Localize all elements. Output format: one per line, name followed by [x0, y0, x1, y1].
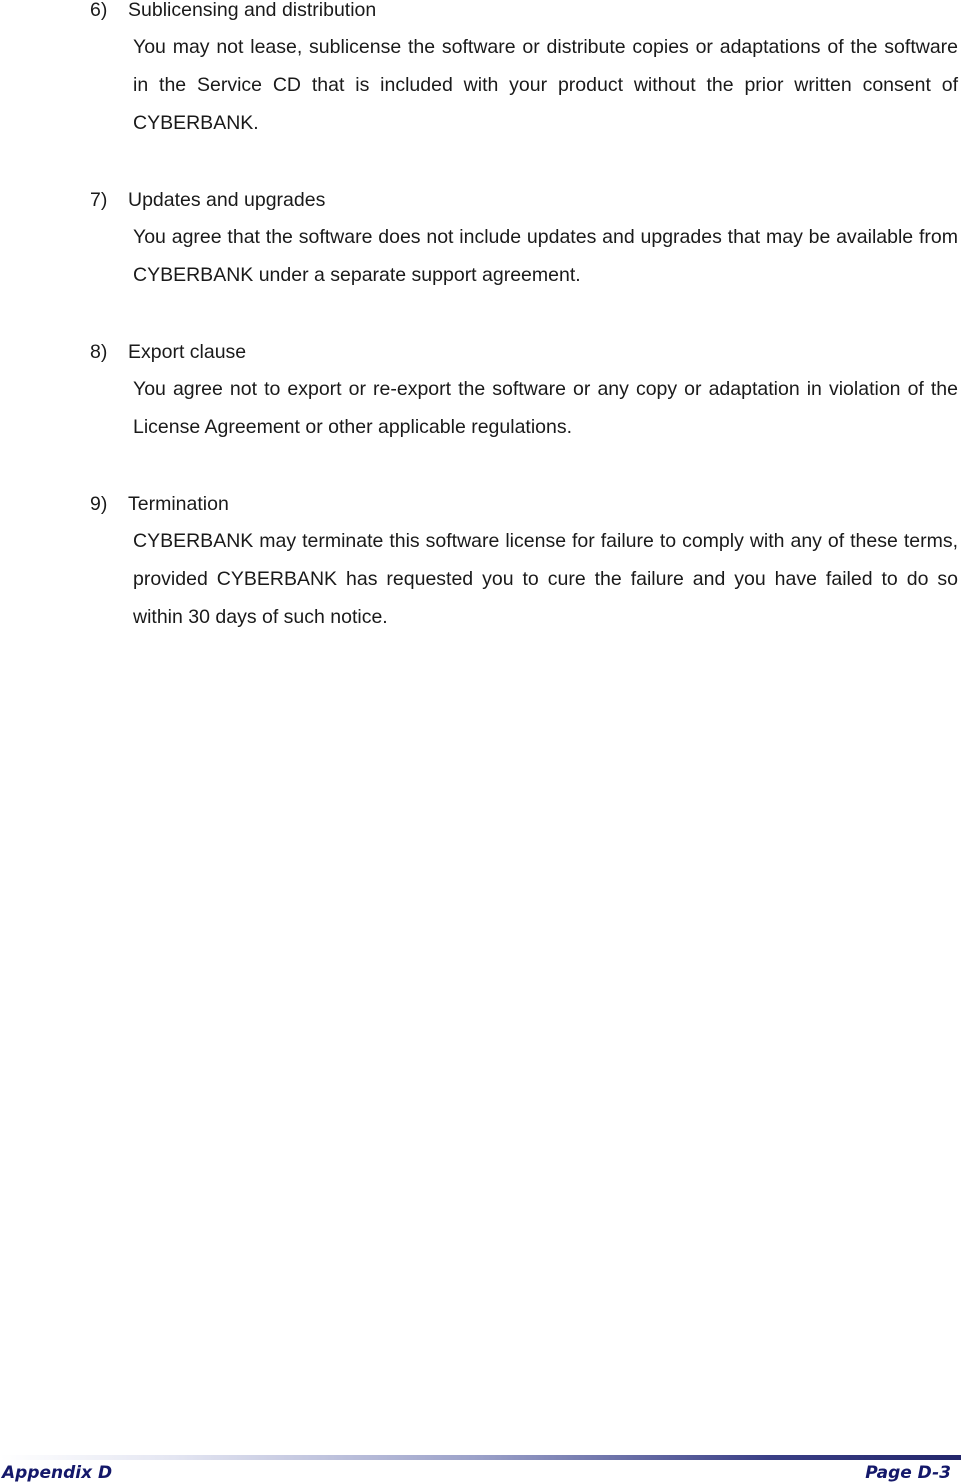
- section-heading: [90, 0, 376, 20]
- section-title: Updates and upgrades: [128, 189, 326, 211]
- section-title: Sublicensing and distribution: [128, 0, 377, 21]
- footer-page-number: Page D-3: [865, 1463, 951, 1483]
- section-number: 7): [90, 189, 108, 211]
- section-body: You agree that the software does not include updates and upgrades that may be available from CYBERBANK under a separate support agreement.: [133, 226, 958, 286]
- section-heading: [90, 190, 325, 210]
- footer-appendix-label: Appendix D: [2, 1463, 113, 1483]
- section-number: 8): [90, 341, 108, 363]
- section-title: Termination: [128, 493, 229, 515]
- section-number: 6): [90, 0, 108, 21]
- footer-divider: [0, 1455, 961, 1460]
- section-body: CYBERBANK may terminate this software license for failure to comply with any of these terms, provided CYBERBANK has requested you to cure the failure and you have failed to do so within 30 days of such notice.: [133, 530, 958, 628]
- section-number: 9): [90, 493, 108, 515]
- section-body: You may not lease, sublicense the software or distribute copies or adaptations of the software in the Service CD that is included with your product without the prior written consent of CYBERBANK.: [133, 36, 958, 134]
- section-heading: [90, 494, 229, 514]
- section-body: You agree not to export or re-export the software or any copy or adaptation in violation of the License Agreement or other applicable regulations.: [133, 378, 958, 438]
- section-heading: [90, 342, 246, 362]
- section-title: Export clause: [128, 341, 247, 363]
